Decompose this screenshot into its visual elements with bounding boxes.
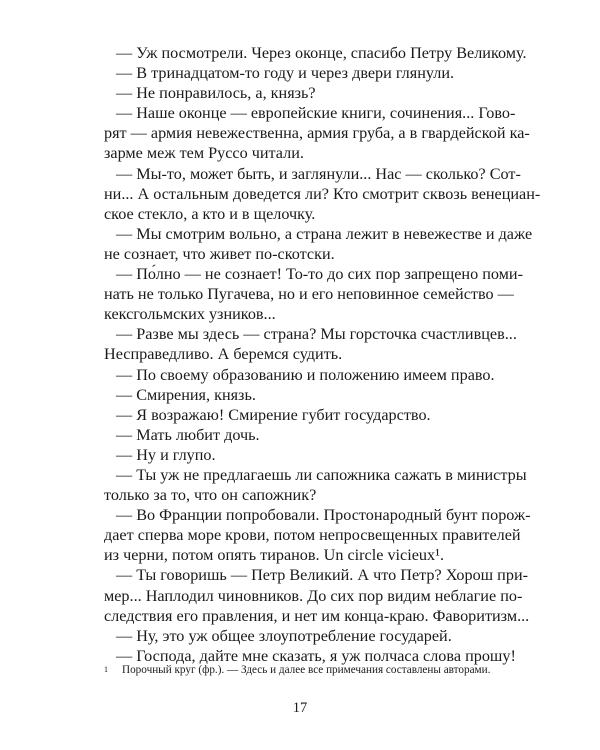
- text-line: — Ну и глупо.: [116, 445, 216, 464]
- text-line: — Мать любит дочь.: [116, 425, 260, 444]
- footnote-text: Порочный круг (фр.). — Здесь и далее все примечания составлены авторами.: [122, 664, 491, 676]
- text-line: Несправедливо. А беремся судить.: [104, 345, 343, 364]
- text-line: — Господа, дайте мне сказать, я уж полчаса слова прошу!: [116, 646, 516, 665]
- text-line: не сознает, что живет по-скотски.: [104, 244, 335, 263]
- text-line: — Мы-то, может быть, и заглянули... Нас — сколько? Сот-: [116, 164, 521, 183]
- main-text: [104, 43, 541, 666]
- text-line: ни... А остальным доведется ли? Кто смотрит сквозь венециан-: [104, 184, 541, 203]
- text-line: — Ну, это уж общее злоупотребление государей.: [116, 626, 452, 645]
- page-number: 17: [292, 700, 308, 716]
- text-line: — Ты уж не предлагаешь ли сапожника сажать в министры: [116, 465, 527, 484]
- text-line: — Наше оконце — европейские книги, сочинения... Гово-: [116, 104, 516, 123]
- text-line: — Во Франции попробовали. Простонародный бунт порож-: [116, 506, 531, 525]
- text-line: дает сперва море крови, потом непросвещенных правителей: [104, 526, 521, 545]
- text-line: — Уж посмотрели. Через оконце, спасибо Петру Великому.: [116, 44, 527, 62]
- text-line: — Ты говоришь — Петр Великий. А что Петр? Хорош при-: [116, 566, 528, 585]
- text-line: — Мы смотрим вольно, а страна лежит в невежестве и даже: [116, 224, 533, 243]
- text-line: — Смирения, князь.: [116, 385, 256, 404]
- text-line: — По́лно — не сознает! То-то до сих пор запрещено поми-: [116, 265, 523, 284]
- text-line: кексгольмских узников...: [104, 305, 276, 324]
- text-line: ское стекло, а кто и в щелочку.: [104, 204, 316, 223]
- text-line: нать не только Пугачева, но и его неповинное семейство —: [104, 285, 514, 304]
- footnote-mark: 1: [104, 665, 108, 674]
- text-line: — Я возражаю! Смирение губит государство.: [116, 405, 431, 424]
- text-line: — По своему образованию и положению имеем право.: [116, 365, 495, 384]
- text-line: из черни, потом опять тиранов. Un circle vicieux¹.: [104, 546, 445, 565]
- text-line: следствия его правления, и нет им конца-краю. Фаворитизм...: [104, 606, 530, 625]
- footnote: [104, 663, 502, 677]
- text-line: зарме меж тем Руссо читали.: [104, 144, 304, 163]
- text-line: — Не понравилось, а, князь?: [116, 84, 316, 103]
- text-line: мер... Наплодил чиновников. До сих пор видим неблагие по-: [104, 586, 523, 605]
- text-line: только за то, что он сапожник?: [104, 486, 317, 505]
- text-line: — Разве мы здесь — страна? Мы горсточка счастливцев...: [116, 325, 517, 344]
- text-line: рят — армия невежественна, армия груба, а в гвардейской ка-: [104, 124, 530, 143]
- text-line: — В тринадцатом-то году и через двери глянули.: [116, 64, 455, 83]
